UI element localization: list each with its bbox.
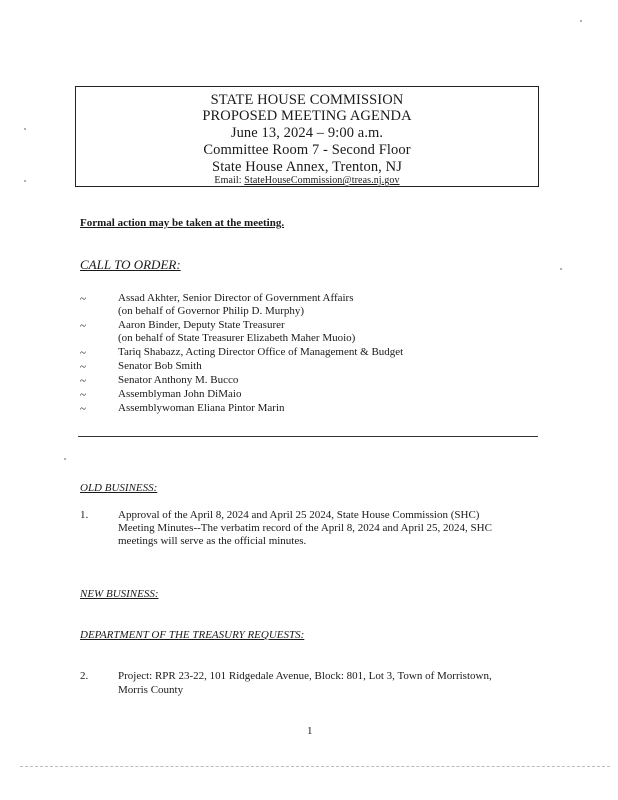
member-bullet: ~ [80, 375, 86, 387]
old-business-heading: OLD BUSINESS: [80, 482, 158, 494]
agenda-item-text: Meeting Minutes--The verbatim record of the April 8, 2024 and April 25, 2024, SHC [118, 522, 492, 534]
page-number: 1 [307, 725, 313, 737]
member-name: Assad Akhter, Senior Director of Government Affairs [118, 292, 354, 304]
agenda-item-text: Morris County [118, 684, 184, 696]
member-name: Tariq Shabazz, Acting Director Office of Management & Budget [118, 346, 404, 358]
meeting-date-time: June 13, 2024 – 9:00 a.m. [230, 125, 384, 141]
member-name: Senator Anthony M. Bucco [118, 374, 239, 386]
treasury-requests-heading: DEPARTMENT OF THE TREASURY REQUESTS: [80, 629, 305, 641]
scan-speck [24, 180, 26, 182]
scan-speck [560, 268, 562, 270]
commission-title: STATE HOUSE COMMISSION [210, 92, 404, 108]
scan-speck [24, 128, 26, 130]
member-note: (on behalf of State Treasurer Elizabeth Maher Muoio) [118, 332, 356, 344]
member-note: (on behalf of Governor Philip D. Murphy) [118, 305, 305, 317]
email-label: Email: [214, 175, 242, 186]
member-bullet: ~ [80, 320, 86, 332]
member-name: Senator Bob Smith [118, 360, 202, 372]
member-bullet: ~ [80, 389, 86, 401]
formal-action-notice: Formal action may be taken at the meeting. [80, 217, 285, 229]
contact-email-line [76, 175, 538, 187]
member-bullet: ~ [80, 293, 86, 305]
scan-edge-noise [20, 766, 610, 768]
agenda-item-text: Approval of the April 8, 2024 and April 25 2024, State House Commission (SHC) [118, 509, 480, 521]
scan-speck [580, 20, 582, 22]
agenda-title: PROPOSED MEETING AGENDA [202, 108, 412, 124]
member-name: Assemblywoman Eliana Pintor Marin [118, 402, 285, 414]
call-to-order-heading: CALL TO ORDER: [80, 257, 181, 272]
contact-email-link[interactable]: StateHouseCommission@treas.nj.gov [244, 175, 400, 186]
agenda-item-text: meetings will serve as the official minutes. [118, 535, 307, 547]
member-bullet: ~ [80, 403, 86, 415]
section-divider [78, 436, 538, 437]
member-bullet: ~ [80, 347, 86, 359]
member-bullet: ~ [80, 361, 86, 373]
agenda-header-box [75, 86, 539, 187]
meeting-room: Committee Room 7 - Second Floor [203, 142, 411, 158]
member-name: Assemblyman John DiMaio [118, 388, 242, 400]
new-business-heading: NEW BUSINESS: [80, 588, 159, 600]
meeting-location: State House Annex, Trenton, NJ [212, 159, 402, 175]
member-name: Aaron Binder, Deputy State Treasurer [118, 319, 285, 331]
agenda-item-number: 2. [80, 670, 89, 682]
agenda-item-text: Project: RPR 23-22, 101 Ridgedale Avenue, Block: 801, Lot 3, Town of Morristown, [118, 670, 492, 682]
agenda-item-number: 1. [80, 509, 89, 521]
scan-speck [64, 458, 66, 460]
